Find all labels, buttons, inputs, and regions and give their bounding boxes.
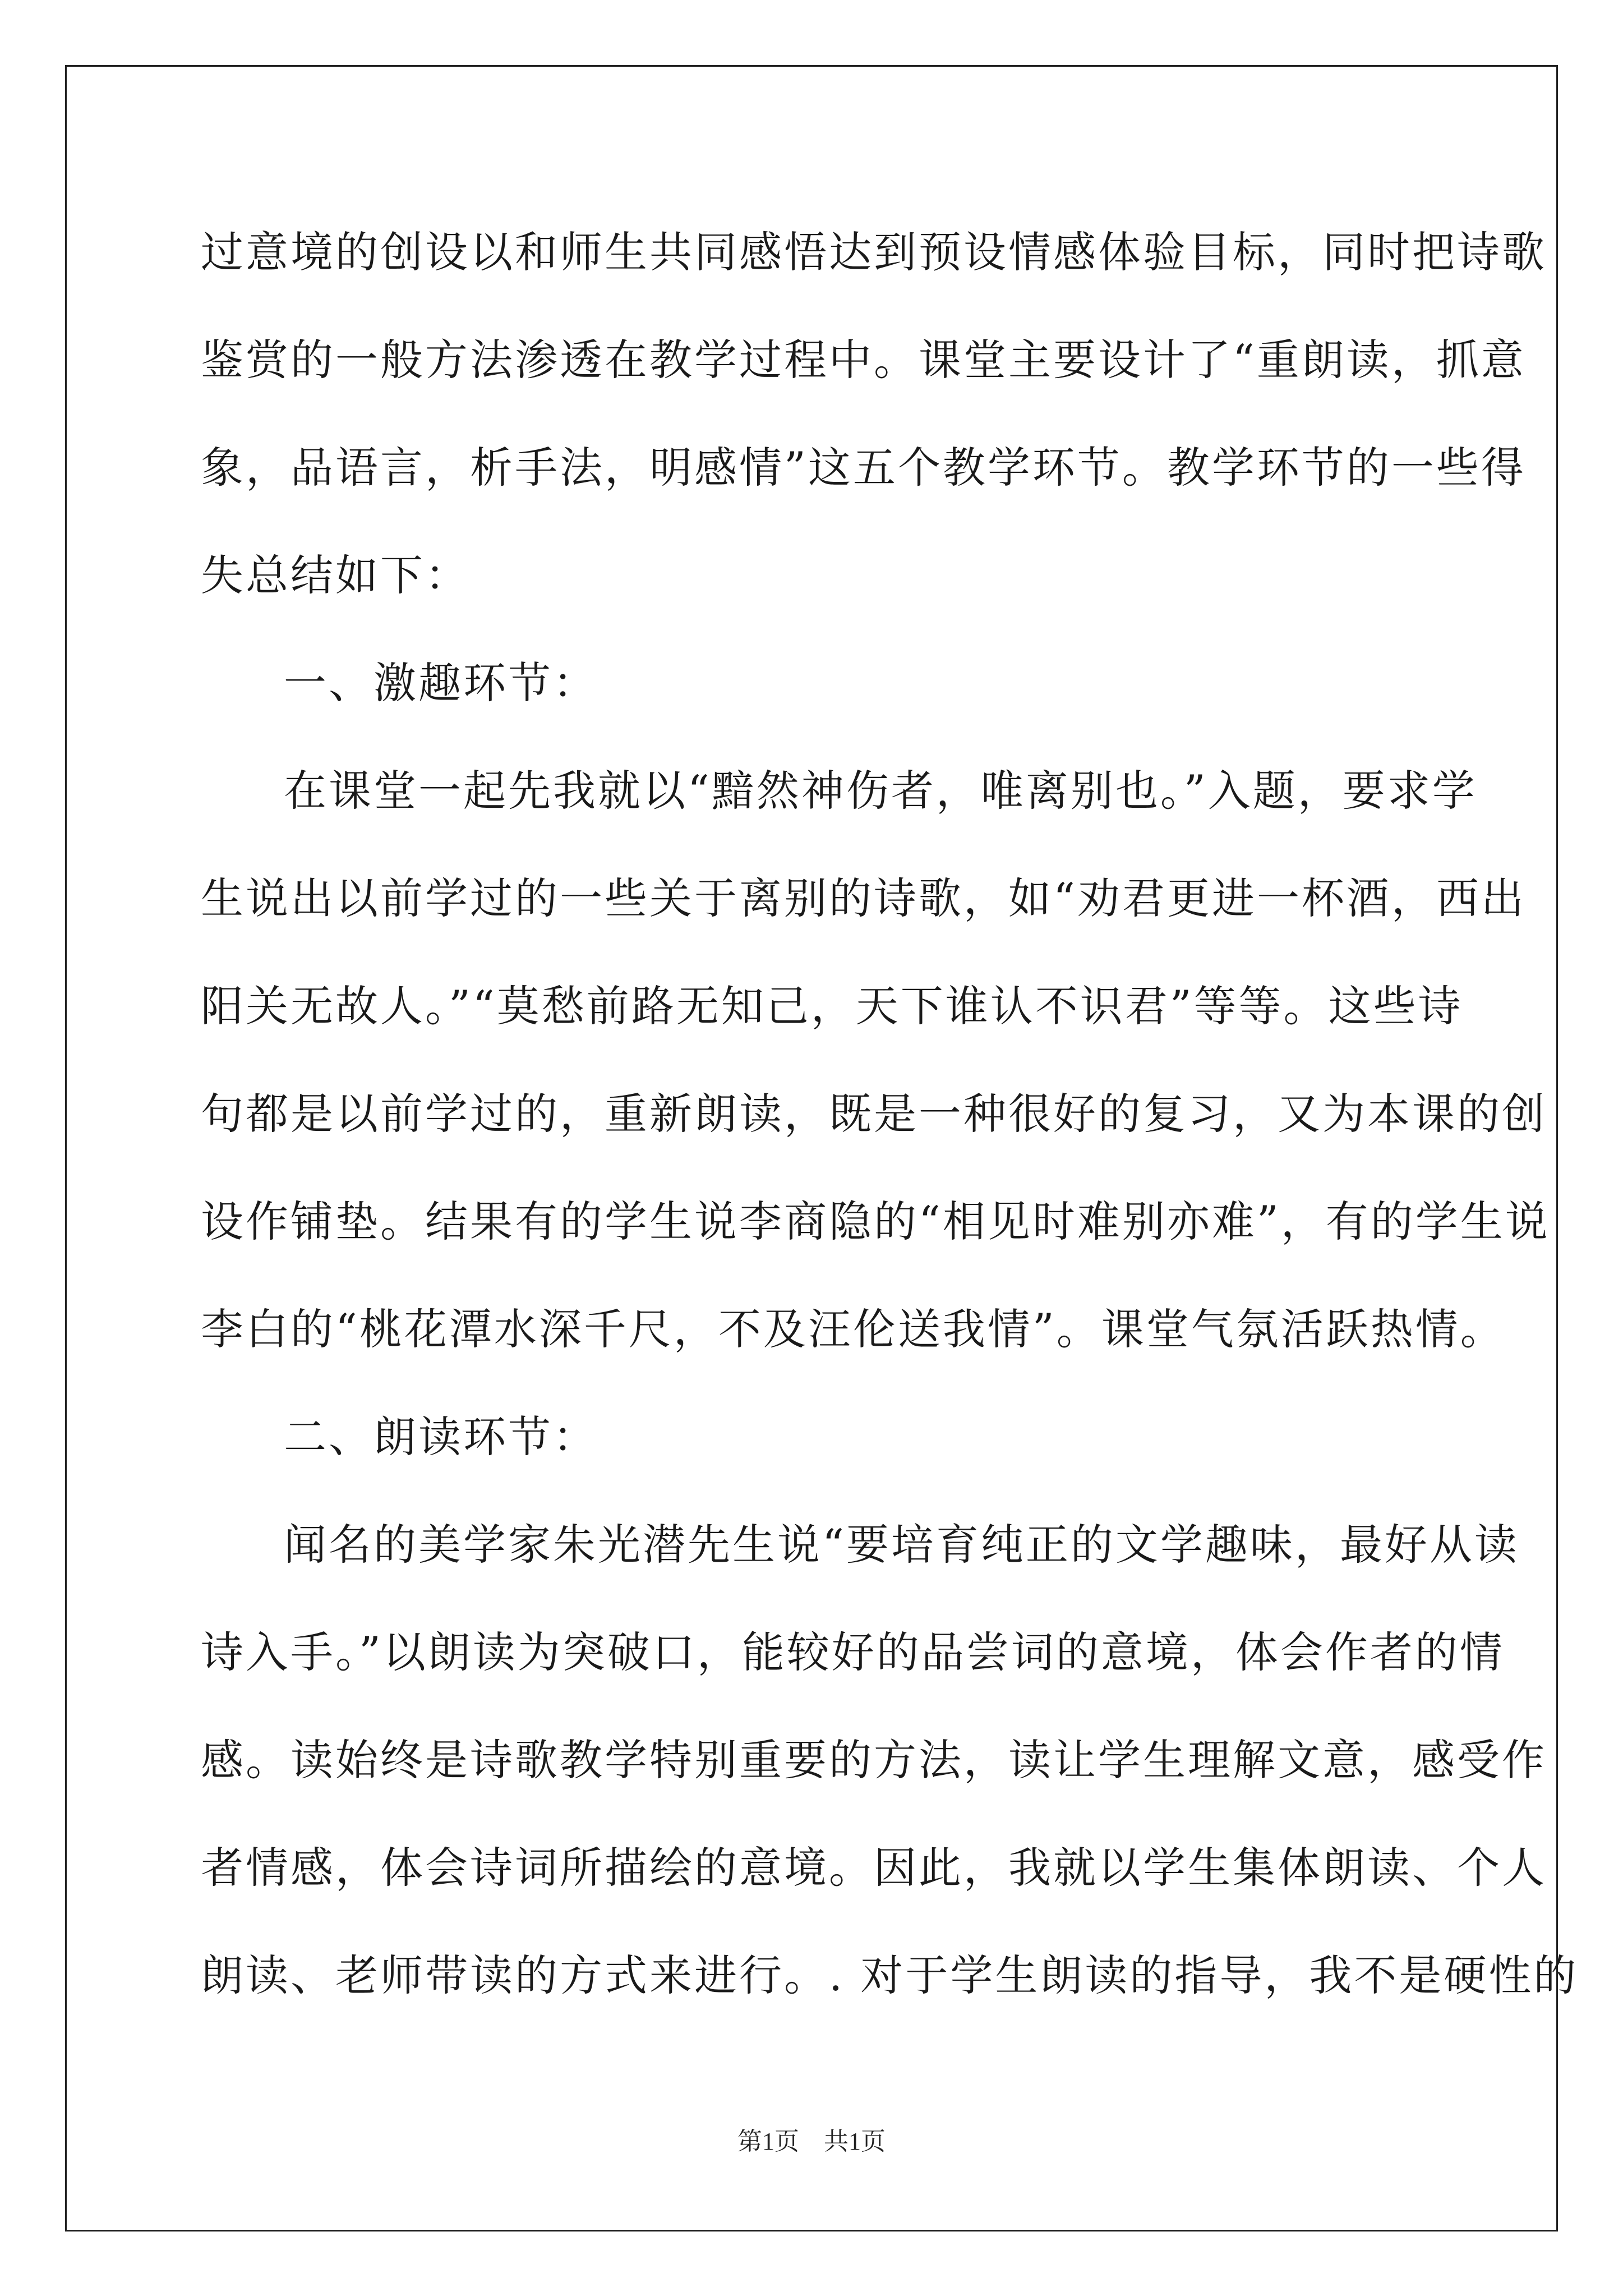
text-line: 句都是以前学过的，重新朗读，既是一种很好的复习，又为本课的创 <box>201 1089 1547 1139</box>
text-line: 生说出以前学过的一些关于离别的诗歌，如“劝君更进一杯酒，西出 <box>201 873 1526 923</box>
text-line: 象，品语言，析手法，明感情”这五个教学环节。教学环节的一些得 <box>201 443 1526 493</box>
text-line: 感。读始终是诗歌教学特别重要的方法，读让学生理解文意，感受作 <box>201 1735 1547 1785</box>
text-line: 朗读、老师带读的方式来进行。. 对于学生朗读的指导，我不是硬性的 <box>201 1950 1579 2000</box>
text-line: 闻名的美学家朱光潜先生说“要培育纯正的文学趣味，最好从读 <box>284 1520 1519 1570</box>
text-line: 阳关无故人。”“莫愁前路无知己，天下谁认不识君”等等。这些诗 <box>201 981 1463 1031</box>
text-line: 过意境的创设以和师生共同感悟达到预设情感体验目标，同时把诗歌 <box>201 227 1547 277</box>
text-line: 者情感，体会诗词所描绘的意境。因此，我就以学生集体朗读、个人 <box>201 1843 1547 1893</box>
text-line: 鉴赏的一般方法渗透在教学过程中。课堂主要设计了“重朗读，抓意 <box>201 335 1526 385</box>
text-line: 诗入手。”以朗读为突破口，能较好的品尝词的意境，体会作者的情 <box>201 1627 1505 1677</box>
section-heading: 二、朗读环节： <box>284 1412 598 1462</box>
page-border <box>65 65 1558 2231</box>
text-line: 李白的“桃花潭水深千尺，不及汪伦送我情”。课堂气氛活跃热情。 <box>201 1304 1505 1354</box>
section-heading: 一、激趣环节： <box>284 658 598 708</box>
page-footer: 第1页 共1页 <box>737 2128 886 2155</box>
text-line: 失总结如下： <box>201 550 470 600</box>
text-line: 设作铺垫。结果有的学生说李商隐的“相见时难别亦难”，有的学生说 <box>201 1197 1550 1246</box>
text-line: 在课堂一起先我就以“黯然神伤者，唯离别也。”入题，要求学 <box>284 766 1477 816</box>
